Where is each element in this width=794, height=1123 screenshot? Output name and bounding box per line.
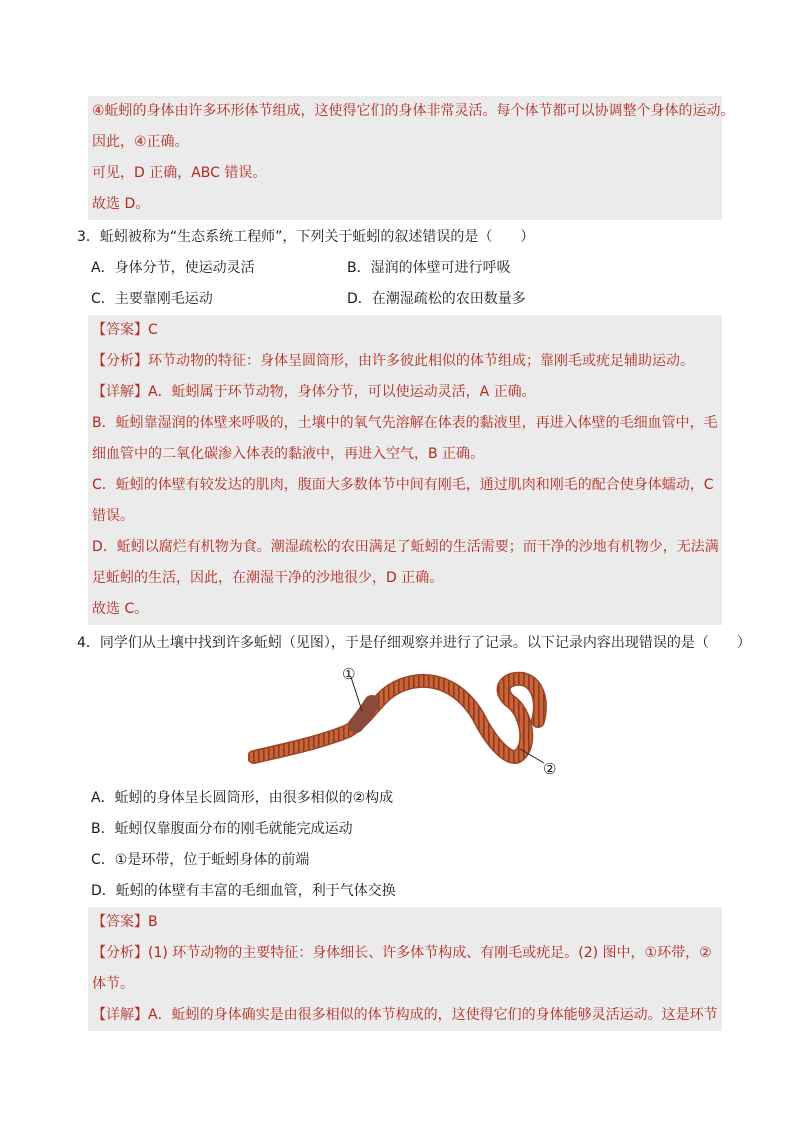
analysis-line: 【分析】环节动物的特征：身体呈圆筒形，由许多彼此相似的体节组成；靠刚毛或疣足辅助运动。 xyxy=(92,353,694,369)
explanation-line: 【详解】A．蚯蚓属于环节动物，身体分节，可以使运动灵活，A 正确。 xyxy=(92,384,536,400)
analysis-line: 体节。 xyxy=(92,976,134,992)
question-3-stem: 3．蚯蚓被称为“生态系统工程师”，下列关于蚯蚓的叙述错误的是（ ） xyxy=(77,229,535,245)
answer-line: 【答案】B xyxy=(92,914,158,930)
question-3-option-d: D．在潮湿疏松的农田数量多 xyxy=(347,291,526,307)
analysis-line: 【分析】(1) 环节动物的主要特征：身体细长、许多体节构成、有刚毛或疣足。(2) 图中，①环带，② xyxy=(92,945,712,961)
explanation-line: 【详解】A．蚯蚓的身体确实是由很多相似的体节构成的，这使得它们的身体能够灵活运动。这是环节 xyxy=(92,1007,718,1023)
question-4-option-c: C．①是环带，位于蚯蚓身体的前端 xyxy=(91,852,310,868)
earthworm-figure xyxy=(248,661,568,781)
question-4-option-b: B．蚯蚓仅靠腹面分布的刚毛就能完成运动 xyxy=(91,821,353,837)
question-3-answer-block xyxy=(88,315,722,625)
earthworm-illustration xyxy=(248,661,568,781)
answer-line: 因此，④正确。 xyxy=(92,134,189,150)
answer-line: ④蚯蚓的身体由许多环形体节组成，这使得它们的身体非常灵活。每个体节都可以协调整个身体的运动。 xyxy=(92,103,735,119)
question-4-answer-block xyxy=(88,907,722,1031)
answer-line: 可见，D 正确，ABC 错误。 xyxy=(92,165,267,181)
question-4-option-d: D．蚯蚓的体壁有丰富的毛细血管，利于气体交换 xyxy=(91,883,396,899)
answer-line: 【答案】C xyxy=(92,322,158,338)
explanation-line: C．蚯蚓的体壁有较发达的肌肉，腹面大多数体节中间有刚毛，通过肌肉和刚毛的配合使身体蠕动，C xyxy=(92,477,714,493)
question-3-option-a: A．身体分节，使运动灵活 xyxy=(91,260,255,276)
question-4-stem: 4．同学们从土壤中找到许多蚯蚓（见图），于是仔细观察并进行了记录。以下记录内容出现错误的是（ ） xyxy=(77,635,751,651)
explanation-line: 足蚯蚓的生活，因此，在潮湿干净的沙地很少，D 正确。 xyxy=(92,570,444,586)
explanation-line: 错误。 xyxy=(92,508,134,524)
explanation-line: 细血管中的二氧化碳渗入体表的黏液中，再进入空气，B 正确。 xyxy=(92,446,485,462)
question-3-option-b: B．湿润的体壁可进行呼吸 xyxy=(347,260,511,276)
question-3-option-c: C．主要靠刚毛运动 xyxy=(91,291,213,307)
label-2: ② xyxy=(543,760,557,778)
explanation-line: D．蚯蚓以腐烂有机物为食。潮湿疏松的农田满足了蚯蚓的生活需要；而干净的沙地有机物少，无法满 xyxy=(92,539,719,555)
answer-line: 故选 D。 xyxy=(92,196,150,212)
explanation-line: B．蚯蚓靠湿润的体壁来呼吸的，土壤中的氧气先溶解在体表的黏液里，再进入体壁的毛细血管中，毛 xyxy=(92,415,718,431)
answer-block-previous xyxy=(88,96,735,220)
label-1: ① xyxy=(342,665,356,683)
conclusion-line: 故选 C。 xyxy=(92,601,149,617)
question-4-option-a: A．蚯蚓的身体呈长圆筒形，由很多相似的②构成 xyxy=(91,790,394,806)
